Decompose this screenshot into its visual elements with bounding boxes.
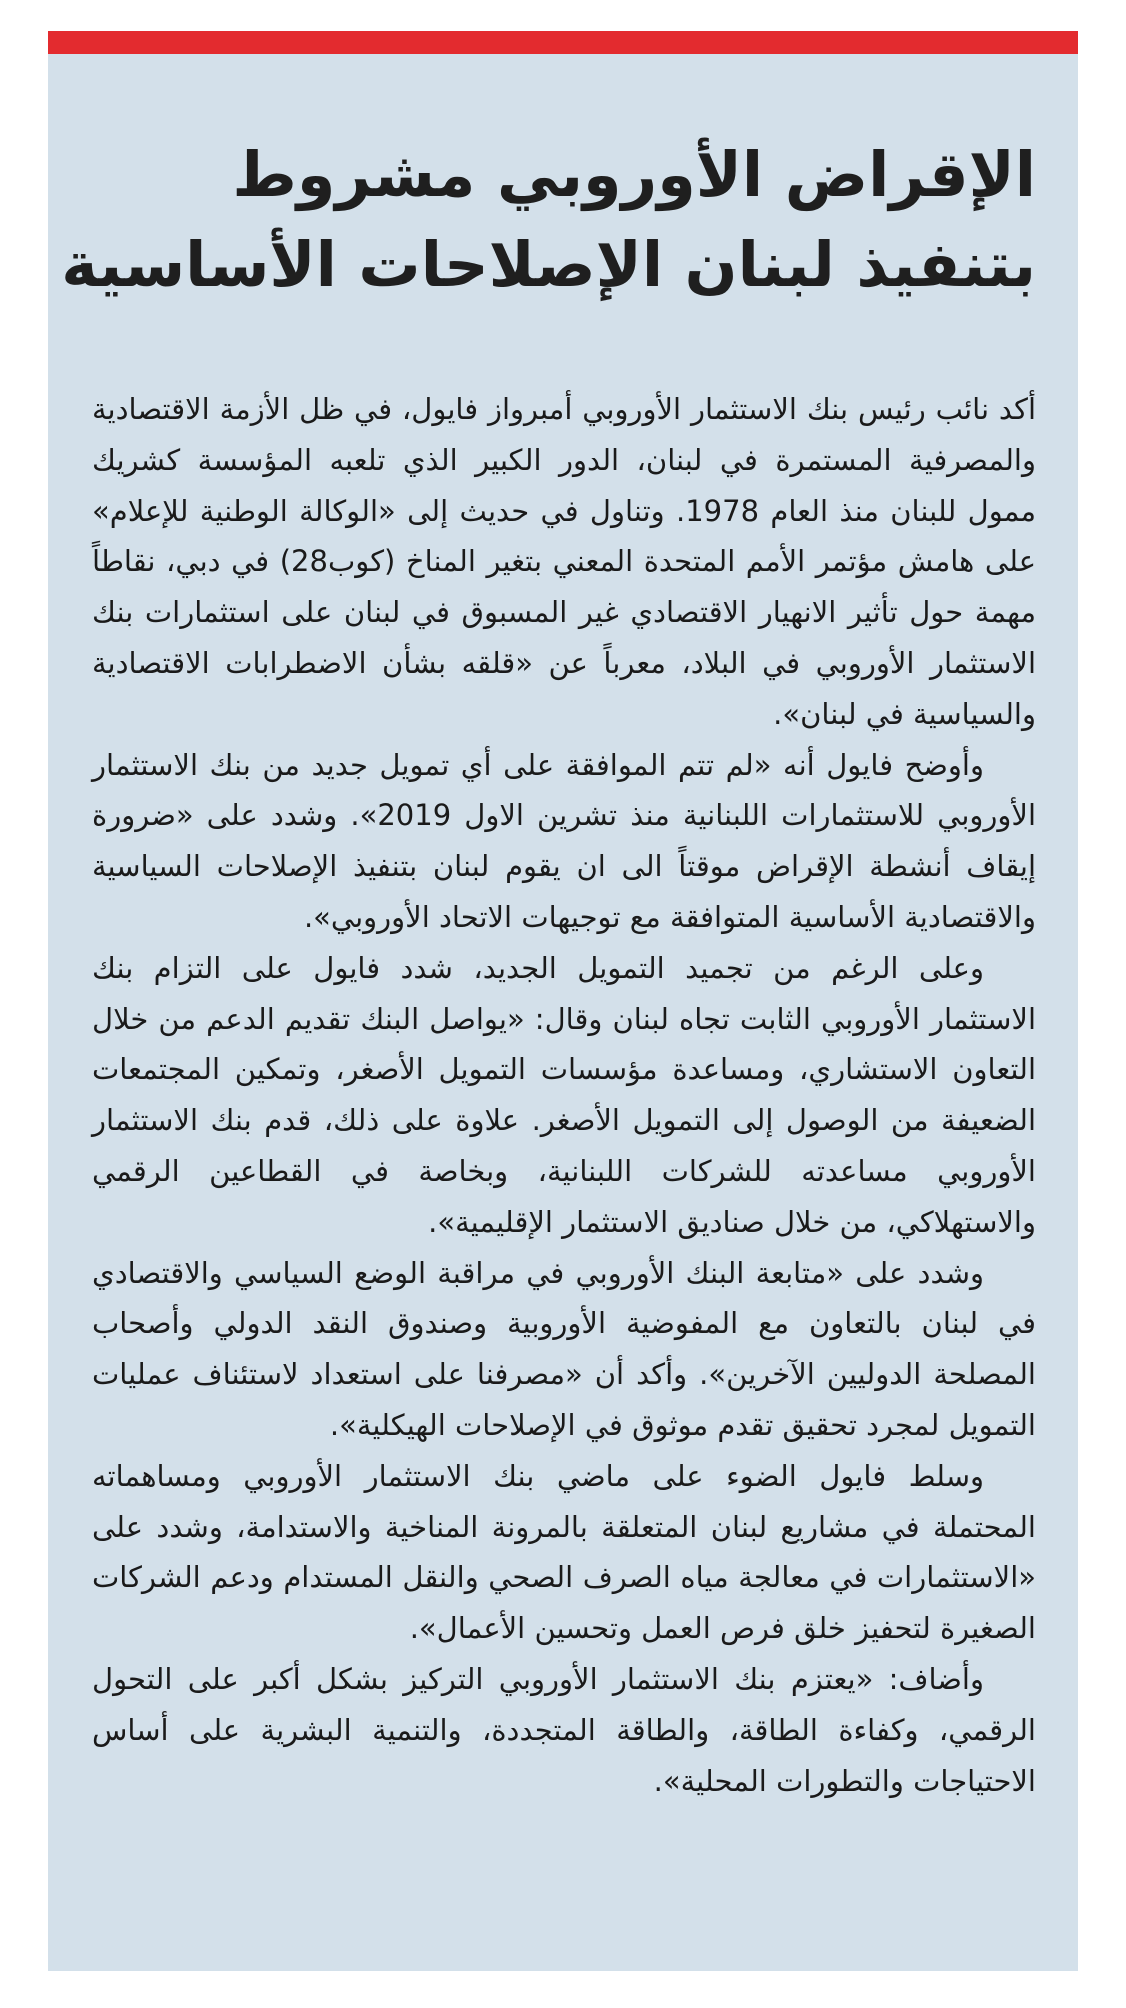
paragraph-6: وأضاف: «يعتزم بنك الاستثمار الأوروبي التركيز بشكل أكبر على التحول الرقمي، وكفاءة الطاقة، والطاقة المتجددة، والتنمية البشرية على أساس الاحتياجات والتطورات المحلية». (92, 1661, 1036, 1798)
article-body (92, 384, 1036, 1806)
headline-line-2: بتنفيذ لبنان الإصلاحات الأساسية (61, 228, 1036, 301)
paragraph-5: وسلط فايول الضوء على ماضي بنك الاستثمار الأوروبي ومساهماته المحتملة في مشاريع لبنان المتعلقة بالمرونة المناخية والاستدامة، وشدد على «الاستثمارات في معالجة مياه الصرف الصحي والنقل المستدام ودعم الشركات الصغيرة لتحفيز خلق فرص العمل وتحسين الأعمال». (92, 1458, 1036, 1646)
red-accent-bar (48, 31, 1078, 54)
headline-line-1: الإقراض الأوروبي مشروط (232, 138, 1036, 211)
paragraph-4: وشدد على «متابعة البنك الأوروبي في مراقبة الوضع السياسي والاقتصادي في لبنان بالتعاون مع المفوضية الأوروبية وصندوق النقد الدولي وأصحاب المصلحة الدوليين الآخرين». وأكد أن «مصرفنا على استعداد لاستئناف عمليات التمويل لمجرد تحقيق تقدم موثوق في الإصلاحات الهيكلية». (92, 1255, 1036, 1442)
paragraph-3: وعلى الرغم من تجميد التمويل الجديد، شدد فايول على التزام بنك الاستثمار الأوروبي الثابت تجاه لبنان وقال: «يواصل البنك تقديم الدعم من خلال التعاون الاستشاري، ومساعدة مؤسسات التمويل الأصغر، وتمكين المجتمعات الضعيفة من الوصول إلى التمويل الأصغر. علاوة على ذلك، قدم بنك الاستثمار الأوروبي مساعدته للشركات اللبنانية، وبخاصة في القطاعين الرقمي والاستهلاكي، من خلال صناديق الاستثمار الإقليمية». (92, 950, 1036, 1239)
headline (61, 130, 1036, 310)
article-box (48, 54, 1078, 1971)
paragraph-2: وأوضح فايول أنه «لم تتم الموافقة على أي تمويل جديد من بنك الاستثمار الأوروبي للاستثمارات اللبنانية منذ تشرين الاول 2019». وشدد على «ضرورة إيقاف أنشطة الإقراض موقتاً الى ان يقوم لبنان بتنفيذ الإصلاحات السياسية والاقتصادية الأساسية المتوافقة مع توجيهات الاتحاد الأوروبي». (92, 747, 1036, 934)
paragraph-1: أكد نائب رئيس بنك الاستثمار الأوروبي أمبرواز فايول، في ظل الأزمة الاقتصادية والمصرفية المستمرة في لبنان، الدور الكبير الذي تلعبه المؤسسة كشريك ممول للبنان منذ العام 1978. وتناول في حديث إلى «الوكالة الوطنية للإعلام» على هامش مؤتمر الأمم المتحدة المعني بتغير المناخ (كوب28) في دبي، نقاطاً مهمة حول تأثير الانهيار الاقتصادي غير المسبوق في لبنان على استثمارات بنك الاستثمار الأوروبي في البلاد، معرباً عن «قلقه بشأن الاضطرابات الاقتصادية والسياسية في لبنان». (92, 392, 1036, 731)
